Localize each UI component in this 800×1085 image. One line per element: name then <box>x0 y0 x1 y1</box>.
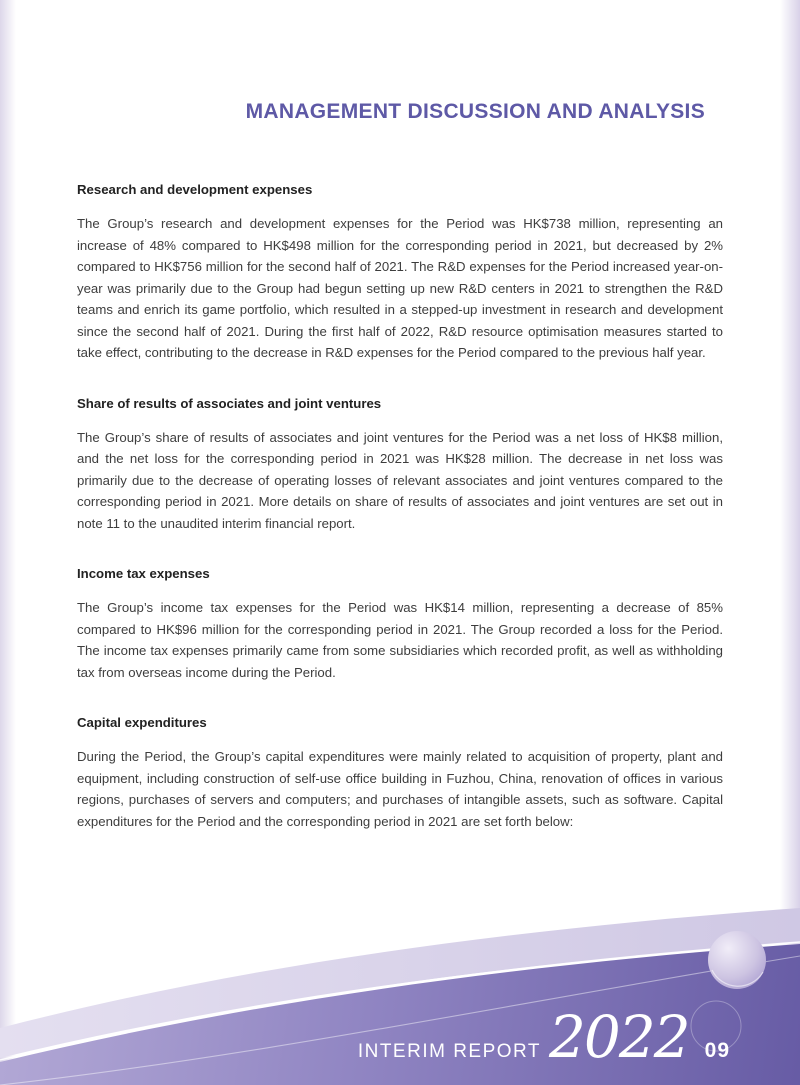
footer-page-number: 09 <box>704 1039 730 1062</box>
footer-text <box>357 1003 730 1071</box>
section-body: The Group’s share of results of associates and joint ventures for the Period was a net loss of HK$8 million, and the net loss for the corresponding period in 2021 was HK$28 million. The decrease in net loss was primarily due to the decrease of operating losses of relevant associates and joint ventures compared to the corresponding period in 2021. More details on share of results of associates and joint ventures are set out in note 11 to the unaudited interim financial report. <box>77 429 723 531</box>
section-body: The Group’s research and development expenses for the Period was HK$738 million, representing an increase of 48% compared to HK$498 million for the corresponding period in 2021, but decreased by 2% compared to HK$756 million for the second half of 2021. The R&D expenses for the Period increased year-on-year was primarily due to the Group had begun setting up new R&D centers in 2021 to strengthen the R&D teams and enrich its game portfolio, which resulted in a stepped-up investment in research and development since the second half of 2021. During the first half of 2022, R&D resource optimisation measures started to take effect, contributing to the decrease in R&D expenses for the Period compared to the previous half year. <box>77 216 723 360</box>
footer <box>0 900 800 1085</box>
section-heading: Income tax expenses <box>77 566 210 581</box>
footer-report-label: INTERIM REPORT <box>357 1041 542 1062</box>
section-capital-expenditures <box>77 715 723 832</box>
section-heading: Research and development expenses <box>77 182 313 197</box>
sphere-icon <box>708 931 766 989</box>
section-research-development-expenses <box>77 182 723 364</box>
content <box>0 182 800 832</box>
section-heading: Capital expenditures <box>77 715 207 730</box>
page-title: MANAGEMENT DISCUSSION AND ANALYSIS <box>245 100 705 123</box>
footer-year: 2022 <box>549 1003 689 1071</box>
section-income-tax-expenses <box>77 566 723 683</box>
section-heading: Share of results of associates and joint ventures <box>77 395 382 411</box>
section-body: The Group’s income tax expenses for the Period was HK$14 million, representing a decrease of 85% compared to HK$96 million for the corresponding period in 2021. The Group recorded a loss for the Period. The income tax expenses primarily came from some subsidiaries which recorded profit, as well as withholding tax from overseas income during the Period. <box>77 600 723 680</box>
section-body: During the Period, the Group’s capital expenditures were mainly related to acquisition of property, plant and equipment, including construction of self-use office building in Fuzhou, China, renovation of offices in various regions, purchases of servers and computers; and purchases of intangible assets, such as software. Capital expenditures for the Period and the corresponding period in 2021 are set forth below: <box>77 749 723 829</box>
section-share-of-results <box>77 396 723 535</box>
